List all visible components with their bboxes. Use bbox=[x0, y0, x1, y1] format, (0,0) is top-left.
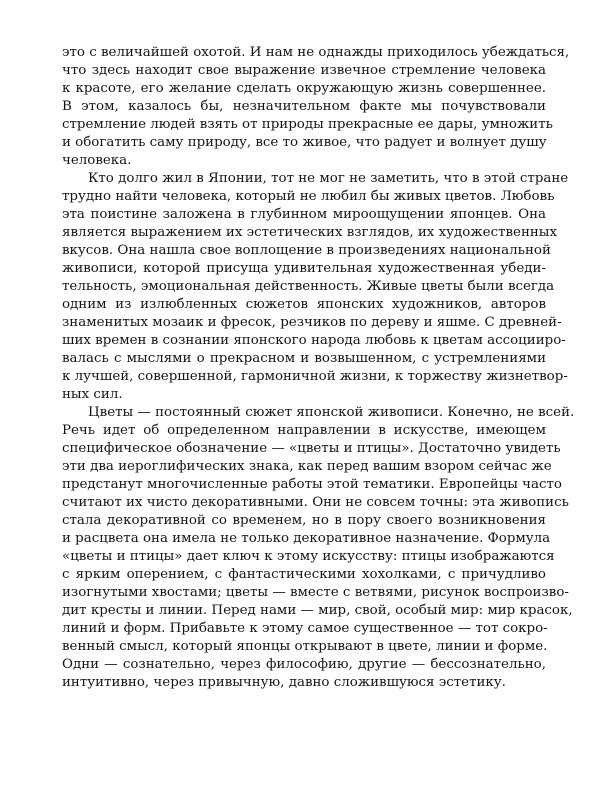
text-line: стремление людей взять от природы прекрасные ее дары, умножить bbox=[62, 117, 553, 132]
text-line: «цветы и птицы» дает ключ к этому искусству: птицы изображаются bbox=[62, 549, 555, 564]
text-line: одним из излюбленных сюжетов японских художников, авторов bbox=[62, 297, 546, 312]
text-line: и обогатить саму природу, все то живое, что радует и волнует душу bbox=[62, 135, 547, 150]
text-line: Одни — сознательно, через философию, другие — бессознательно, bbox=[62, 657, 546, 672]
text-line: ных сил. bbox=[62, 387, 123, 402]
text-line: это с величайшей охотой. И нам не однажды приходилось убеждаться, bbox=[62, 45, 570, 60]
text-line: с ярким оперением, с фантастическими хохолками, с причудливо bbox=[62, 567, 546, 582]
text-line: является выражением их эстетических взглядов, их художественных bbox=[62, 225, 558, 240]
text-line: Цветы — постоянный сюжет японской живописи. Конечно, не всей. bbox=[88, 405, 575, 420]
text-line: В этом, казалось бы, незначительном факте мы почувствовали bbox=[62, 99, 546, 114]
text-line: что здесь находит свое выражение извечное стремление человека bbox=[62, 63, 546, 78]
text-line: трудно найти человека, который не любил бы живых цветов. Любовь bbox=[62, 189, 555, 204]
text-line: к красоте, его желание сделать окружающую жизнь совершеннее. bbox=[62, 81, 546, 96]
text-line: линий и форм. Прибавьте к этому самое существенное — тот сокро- bbox=[62, 621, 548, 636]
text-line: эта поистине заложена в глубинном мироощущении японцев. Она bbox=[62, 207, 546, 222]
text-line: и расцвета она имела не только декоративное назначение. Формула bbox=[62, 531, 551, 546]
text-line: живописи, которой присуща удивительная художественная убеди- bbox=[62, 261, 546, 276]
text-line: специфическое обозначение — «цветы и птицы». Достаточно увидеть bbox=[62, 441, 561, 456]
text-line: тельность, эмоциональная действенность. Живые цветы были всегда bbox=[62, 279, 555, 294]
text-line: дит кресты и линии. Перед нами — мир, свой, особый мир: мир красок, bbox=[62, 603, 573, 618]
text-line: валась с мыслями о прекрасном и возвышенном, с устремлениями bbox=[62, 351, 546, 366]
text-line: человека. bbox=[62, 153, 132, 168]
text-line: стала декоративной со временем, но в пору своего возникновения bbox=[62, 513, 546, 528]
text-line: вкусов. Она нашла свое воплощение в произведениях национальной bbox=[62, 243, 551, 258]
text-line: Кто долго жил в Японии, тот не мог не заметить, что в этой стране bbox=[88, 171, 569, 186]
text-line: ших времен в сознании японского народа любовь к цветам ассоцииро- bbox=[62, 333, 566, 348]
text-line: считают их чисто декоративными. Они не совсем точны: эта живопись bbox=[62, 495, 569, 510]
text-line: изогнутыми хвостами; цветы — вместе с ветвями, рисунок воспроизво- bbox=[62, 585, 569, 600]
text-line: интуитивно, через привычную, давно сложившуюся эстетику. bbox=[62, 675, 506, 690]
text-line: Речь идет об определенном направлении в искусстве, имеющем bbox=[62, 423, 546, 438]
text-line: предстанут многочисленные работы этой тематики. Европейцы часто bbox=[62, 477, 562, 492]
text-line: венный смысл, который японцы открывают в цвете, линии и форме. bbox=[62, 639, 548, 654]
text-line: к лучшей, совершенной, гармоничной жизни, к торжеству жизнетвор- bbox=[62, 369, 568, 384]
text-line: эти два иероглифических знака, как перед вашим взором сейчас же bbox=[62, 459, 552, 474]
text-line: знаменитых мозаик и фресок, резчиков по дереву и яшме. С древней- bbox=[62, 315, 562, 330]
